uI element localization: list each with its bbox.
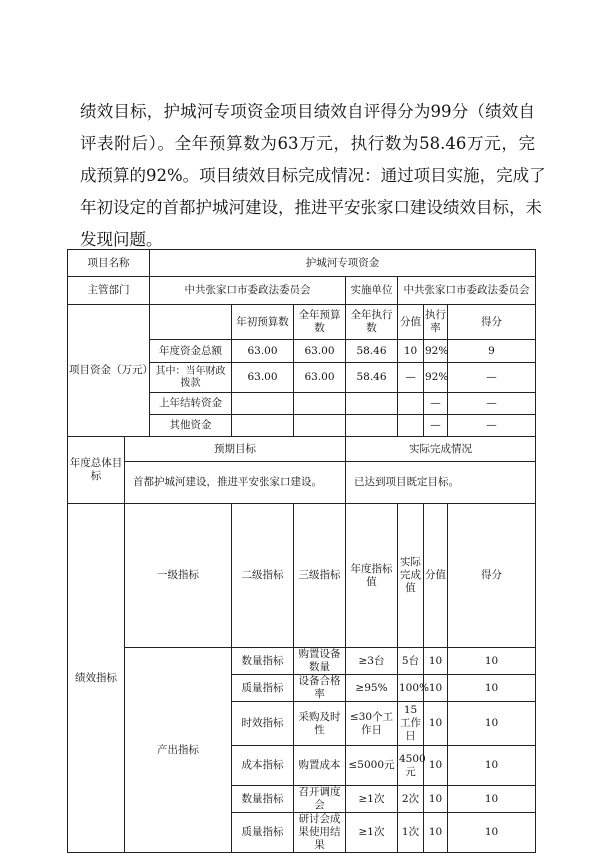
cell [346,393,398,415]
table-row [68,504,536,648]
cell: 9 [448,340,536,363]
row-label: 年度资金总额 [150,340,232,363]
cell: 1次 [398,813,424,853]
table-row [68,648,536,675]
expected-goal: 首都护城河建设，推进平安张家口建设。 [125,462,346,504]
impl-label: 实施单位 [346,277,398,305]
header-cell: 一级指标 [125,504,232,648]
cell [346,415,398,437]
cell: ≥3台 [346,648,398,675]
cell [232,415,294,437]
paragraph-line: 绩效目标，护城河专项资金项目绩效自评得分为99分（绩效自 [80,102,535,121]
table-row [68,437,536,462]
header-cell: 三级指标 [294,504,346,648]
cell [398,393,424,415]
actual-goal: 已达到项目既定目标。 [346,462,536,504]
cell: 设备合格率 [294,675,346,702]
row-label: 其中：当年财政拨款 [150,363,232,393]
cell: 10 [424,675,448,702]
goal-label: 年度总体目标 [68,437,125,504]
cell: 92% [424,340,448,363]
funds-label: 项目资金（万元） [68,305,150,437]
cell: 10 [448,648,536,675]
header-cell: 年度指标值 [346,504,398,648]
cell: 10 [424,702,448,746]
cell: 5台 [398,648,424,675]
paragraph-line: 发现问题。 [80,230,163,249]
cell: ≤5000元 [346,746,398,786]
cell: 质量指标 [232,675,294,702]
table-row [68,250,536,277]
header-cell: 分值 [424,504,448,648]
paragraph-line: 年初设定的首都护城河建设，推进平安张家口建设绩效目标，未 [80,198,542,217]
cell: 研讨会成果使用结果 [294,813,346,853]
cell: 63.00 [294,340,346,363]
cell: ≤30个工作日 [346,702,398,746]
project-name: 护城河专项资金 [150,250,536,277]
cell: 数量指标 [232,786,294,813]
cell [232,393,294,415]
cell: — [448,393,536,415]
level1-indicator: 产出指标 [125,648,232,853]
cell: — [448,363,536,393]
cell [294,415,346,437]
cell: 58.46 [346,340,398,363]
cell: ≥95% [346,675,398,702]
cell: 召开调度会 [294,786,346,813]
header-cell: 分值 [398,305,424,340]
header-cell: 年初预算数 [232,305,294,340]
cell: ≥1次 [346,786,398,813]
header-cell: 二级指标 [232,504,294,648]
cell: 10 [424,648,448,675]
cell: — [424,415,448,437]
header-cell: 得分 [448,305,536,340]
cell: 质量指标 [232,813,294,853]
perf-label: 绩效指标 [68,504,125,853]
dept-label: 主管部门 [68,277,150,305]
cell: 购置设备数量 [294,648,346,675]
performance-evaluation-table [67,249,536,853]
cell: — [448,415,536,437]
cell: 100% [398,675,424,702]
cell: 4500元 [398,746,424,786]
cell: 63.00 [232,363,294,393]
table-row [68,305,536,340]
cell: 63.00 [294,363,346,393]
cell: 63.00 [232,340,294,363]
cell: 10 [424,746,448,786]
cell: 10 [448,746,536,786]
paragraph-line: 成预算的92%。项目绩效目标完成情况：通过项目实施，完成了 [80,166,546,185]
cell [294,393,346,415]
cell: 2次 [398,786,424,813]
paragraph-line: 评表附后）。全年预算数为63万元，执行数为58.46万元，完 [80,134,535,153]
cell: 10 [448,675,536,702]
project-name-label: 项目名称 [68,250,150,277]
cell: 92% [424,363,448,393]
cell: 10 [398,340,424,363]
cell: 成本指标 [232,746,294,786]
cell: 10 [448,786,536,813]
cell: 购置成本 [294,746,346,786]
expected-header: 预期目标 [125,437,346,462]
cell: 58.46 [346,363,398,393]
impl: 中共张家口市委政法委员会 [398,277,536,305]
body-paragraph [80,96,546,256]
table-row [68,277,536,305]
table-row [68,462,536,504]
row-label: 上年结转资金 [150,393,232,415]
header-cell: 得分 [448,504,536,648]
cell: 数量指标 [232,648,294,675]
header-cell: 全年预算数 [294,305,346,340]
cell [398,415,424,437]
cell: 时效指标 [232,702,294,746]
cell: — [424,393,448,415]
header-cell: 执行率 [424,305,448,340]
cell: 10 [424,813,448,853]
cell: ≥1次 [346,813,398,853]
actual-header: 实际完成情况 [346,437,536,462]
cell: 15工作日 [398,702,424,746]
header-cell: 实际完成值 [398,504,424,648]
cell: — [398,363,424,393]
dept: 中共张家口市委政法委员会 [150,277,346,305]
cell: 10 [448,813,536,853]
row-label: 其他资金 [150,415,232,437]
cell: 10 [424,786,448,813]
cell: 10 [448,702,536,746]
cell: 采购及时性 [294,702,346,746]
header-cell: 全年执行数 [346,305,398,340]
